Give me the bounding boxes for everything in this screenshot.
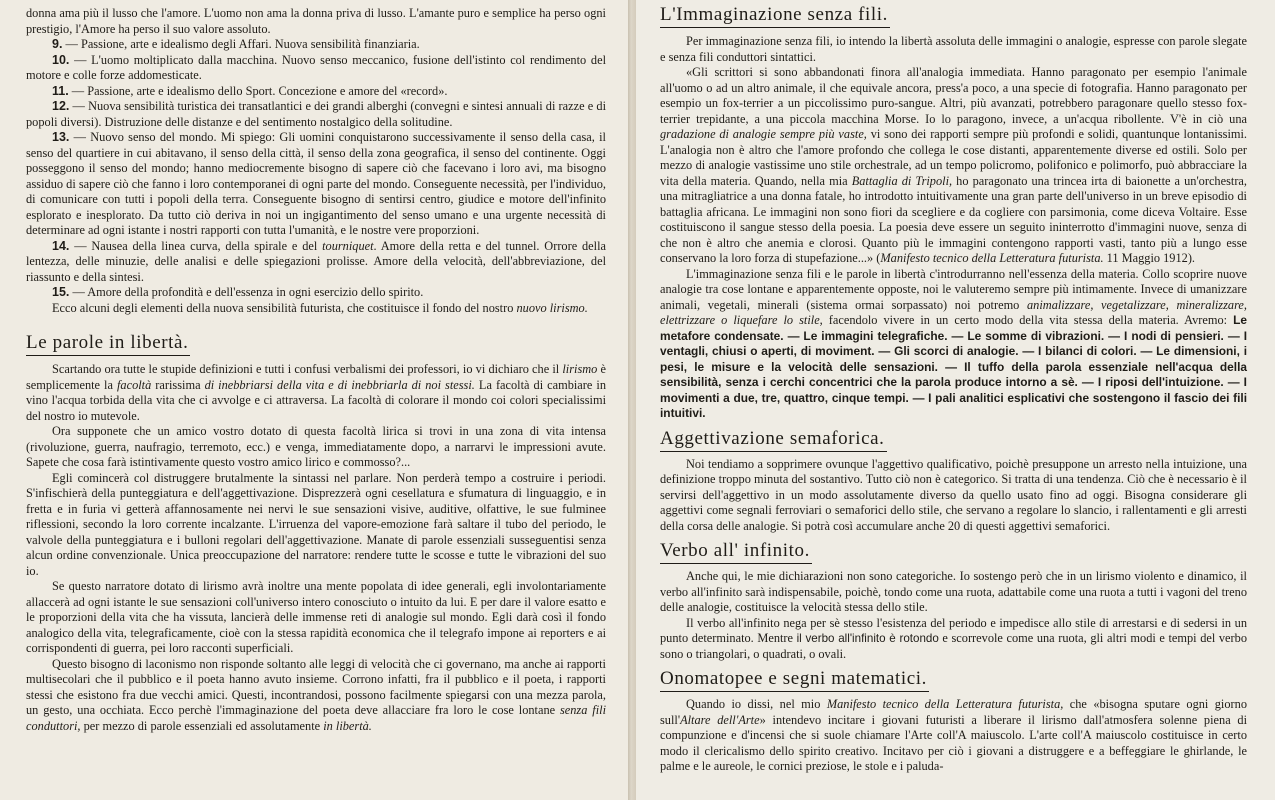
item-number: 9. (52, 37, 63, 51)
paragraph-3: Egli comincerà col distruggere brutalmente la sintassi nel parlare. Non perderà tempo a costruire i periodi. S'infischierà della punteggiatura e dell'aggettivazione. Disprezzerà ogni cesellatura e sfumatura di linguaggio, e in fretta e in furia vi getterà affannosamente nei nervi le sue sensazioni visive, auditive, olfattive, le sue fulminee riflessioni, secondo la loro corrente incalzante. L'irruenza del vapore-emozione farà saltare il tubo del periodo, le valvole della punteggiatura e i bulloni regolari dell'aggettivazione. Manate di parole essenziali susseguentisi senza alcun ordine convenzionale. Unica preoccupazione del narratore: rendere tutte le scosse e tutte le vibrazioni del suo io. (26, 470, 606, 578)
section-heading-immaginazione: L'Immaginazione senza fili. (660, 4, 890, 28)
text-run: 11 Maggio 1912). (1103, 251, 1196, 265)
text-italic: Altare dell'Arte (680, 712, 760, 727)
text-run: vi sono dei rapporti sempre più profondi e solidi, quantunque lontanissimi. L'analogia non è altro che l'amore profondo che collega le cose distanti, apparentemente diverse ed ostili. Solo per mezzo di analogie vastissime uno stile orchestrale, ad un tempo policromo, polifonico e polimorfo, può abbracciare la vita della materia. Quando, nella mia (660, 127, 1247, 188)
section-heading-wrap (660, 668, 1247, 692)
section-heading-wrap (660, 4, 1247, 28)
item-number: 10. (52, 52, 70, 67)
text-italic: facoltà (116, 377, 152, 392)
list-item-15 (26, 285, 606, 301)
book-gutter (628, 0, 636, 800)
text-run: rarissima (151, 377, 205, 392)
text-run: La facoltà di cambiare in vino l'acqua torbida della vita che ci avvolge e ci attraversa. La facoltà di colorare il mondo coi colori specialissimi del nostro io mutevole. (26, 377, 606, 423)
right-page (636, 0, 1275, 800)
list-item-9 (26, 37, 606, 53)
text-run: e scorrevole come una ruota, gli altri modi e tempi del verbo sono o triangolari, o quadrati, o ovali. (660, 631, 1247, 661)
item-number: 15. (52, 285, 70, 299)
list-item-12 (26, 99, 606, 130)
item-text: — Nuovo senso del mondo. Mi spiego: Gli uomini conquistarono successivamente il senso della casa, il senso del quartiere in cui abitavano, il senso della città, il senso della zona geografica, il senso del continente. Oggi posseggono il senso del mondo; hanno mediocremente bisogno di sapere ciò che facevano i loro avi, ma bisogno assiduo di sapere ciò che fanno i loro contemporanei di ogni parte del mondo. Conseguente necessità, per l'individuo, di comunicare con tutti i popoli della terra. Conseguente bisogno di sentirsi centro, giudice e motore dell'infinito esplorato e inesplorato. Da tutto ciò deriva in noi un ingigantimento del senso umano e una urgente necessità di determinare ad ogni istante i nostri rapporti con tutta l'umanità, e le nostre vere proporzioni. (26, 130, 606, 237)
text-run: che «bisogna sputare ogni giorno sull' (660, 697, 1247, 727)
text-italic: Manifesto tecnico della Letteratura futurista, (826, 697, 1064, 711)
text-italic: Manifesto tecnico della Letteratura futurista. (880, 251, 1104, 265)
text-run: «Gli scrittori si sono abbandonati finora all'analogia immediata. Hanno paragonato per esempio l'animale all'uomo o ad un altro animale, il che equivale ancora, press'a poco, a una specie di fotografia. Hanno paragonato per esempio un fox-terrier a un piccolissimo puro-sangue. Altri, più avanzati, potrebbero paragonare quello stesso fox-terrier trepidante, a una piccola macchina Morse. Io lo paragono, invece, a un'acqua ribollente. V'è in ciò una (660, 65, 1247, 126)
left-page (0, 0, 628, 800)
item-text: — Amore della profondità e dell'essenza in ogni esercizio dello spirito. (69, 285, 424, 299)
paragraph-r5: Anche qui, le mie dichiarazioni non sono categoriche. Io sostengo però che in un lirismo violento e dinamico, il verbo all'infinito sarà indispensabile, poichè, tondo come una ruota, adattabile come una ruota a tutti i vagoni del treno delle analogie, costituisce la velocità stessa dello stile. (660, 569, 1247, 614)
section-heading-wrap (660, 428, 1247, 452)
paragraph-4: Se questo narratore dotato di lirismo avrà inoltre una mente popolata di idee generali, egli involontariamente allaccerà ad ogni istante le sue sensazioni coll'universo intero conosciuto o intuito da lui. E per dare il valore esatto e le proporzioni della vita che ha vissuta, lancierà delle immense reti di analogie sul mondo. Egli darà così il fondo analogico della vita, telegraficamente, cioè con la stessa rapidità economica che il telegrafo impone ai reporters e ai corrispondenti di guerra, pei loro racconti superficiali. (26, 579, 606, 655)
text-run: facendolo vivere in un certo modo della vita stessa della materia. Avremo: (822, 313, 1234, 327)
section-heading-onomatopee: Onomatopee e segni matematici. (660, 668, 929, 692)
item-number: 12. (52, 99, 70, 113)
item-text: . Amore della retta e del tunnel. Orrore della lentezza, delle minuzie, delle analisi e delle spiegazioni prolisse. Amore della velocità, dell'abbreviazione, del riassunto e della sintesi. (26, 238, 606, 284)
text-italic: in libertà. (323, 718, 372, 733)
paragraph-intro: donna ama più il lusso che l'amore. L'uomo non ama la donna priva di lusso. L'amante puro e semplice ha perso ogni prestigio, l'Amore ha perso il suo valore assoluto. (26, 6, 606, 36)
section-heading-verbo: Verbo all' infinito. (660, 540, 812, 564)
paragraph-r4: Noi tendiamo a sopprimere ovunque l'aggettivo qualificativo, poichè presuppone un arresto nella intuizione, una definizione troppo minuta del sostantivo. Tutto ciò non è categorico. Si tratta di una tendenza. Ciò che è necessario è il servirsi dell'aggettivo in un modo assolutamente diverso da quello usato fino ad oggi. Bisogna considerare gli aggettivi come segnali ferroviari o semaforici dello stile, che servano a regolare lo slancio, i rallentamenti e gli arresti della corsa delle analogie. Si potrà così accumulare anche 20 di questi aggettivi semaforici. (660, 456, 1247, 533)
list-item-10 (26, 53, 606, 84)
item-number: 11. (52, 83, 69, 98)
paragraph-5 (26, 657, 606, 735)
paragraph-1 (26, 362, 606, 424)
paragraph-r3 (660, 267, 1247, 422)
text-italic: animalizzare, vegetalizzare, mineralizzare, elettrizzare o liquefare lo stile, (660, 297, 1247, 327)
section-heading-wrap (26, 332, 606, 356)
paragraph-r6 (660, 616, 1247, 663)
item-text: — Passione, arte e idealismo degli Affari. Nuova sensibilità finanziaria. (62, 37, 420, 51)
text-run: Ecco alcuni degli elementi della nuova sensibilità futurista, che costituisce il fondo del nostro (52, 300, 514, 315)
item-text: — Nuova sensibilità turistica dei transatlantici e dei grandi alberghi (convegni e sintesi annuali di razze e di popoli diversi). Distruzione delle distanze e del sentimento nostalgico della solitudine. (26, 99, 606, 129)
list-item-11 (26, 84, 606, 100)
list-item-13 (26, 130, 606, 239)
paragraph-r1: Per immaginazione senza fili, io intendo la libertà assoluta delle immagini o analogie, espresse con parole slegate e senza fili conduttori sintattici. (660, 34, 1247, 64)
text-run: Questo bisogno di laconismo non risponde soltanto alle leggi di velocità che ci governano, ma anche ai rapporti multisecolari che il pubblico e il poeta hanno avuto insieme. Corrono infatti, fra il pubblico e il poeta, i rapporti stessi che esistono fra due vecchi amici. Questi, incontrandosi, possono facilmente spiegarsi con una mezza parola, un gesto, una occhiata. Ecco perchè l'immaginazione del poeta deve allacciare fra loro le cose lontane (26, 656, 606, 717)
text-sans: il verbo all'infinito è rotondo (796, 632, 939, 645)
item-number: 14. (52, 238, 70, 253)
paragraph-r2 (660, 65, 1247, 267)
text-italic: lirismo (562, 362, 598, 376)
paragraph-ecco (26, 301, 606, 317)
text-italic: nuovo lirismo. (516, 300, 588, 315)
text-run: Quando io dissi, nel mio (686, 697, 827, 711)
text-sans-bold: Le metafore condensate. — Le immagini telegrafiche. — Le somme di vibrazioni. — I nodi di pensieri. — I ventagli, chiusi o aperti, di moviment. — Gli scorci di analogie. — I bilanci di colori. — Le dimensioni, i pesi, le misure e la velocità delle sensazioni. — Il tuffo della parola essenziale nell'acqua della sensibilità, senza i cerchi concentrici che la parola produce intorno a sè. — I riposi dell'intuizione. — I movimenti a due, tre, quattro, cinque tempi. — I pali analitici esplicativi che sostengono il fascio dei fili intuitivi. (660, 313, 1247, 420)
item-number: 13. (52, 130, 70, 144)
section-heading-wrap (660, 540, 1247, 564)
text-run: per mezzo di parole essenziali ed assolutamente (80, 718, 324, 733)
text-run: è semplicemente la (26, 362, 606, 392)
text-run: ho paragonato una trincea irta di baionette a un'orchestra, una mitragliatrice a una donna fatale, ho introdotto intuitivamente una gran parte dell'universo in un breve episodio di battaglia africana. Le immagini non sono fiori da scegliere e da cogliere con parsimonia, come diceva Voltaire. Esse costituiscono il sangue stesso della poesia. La poesia deve essere un seguito ininterrotto d'immagini nuove, senza di che non è altro che anemia e clorosi. Quanto più le immagini contengono rapporti vasti, tanto più a lungo esse conservano la loro forza di stupefazione...» ( (660, 173, 1247, 265)
text-run: Il verbo all'infinito nega per sè stesso l'esistenza del periodo e impedisce allo stile di arrestarsi e di sedersi in un punto determinato. Mentre (660, 615, 1247, 645)
text-italic: Battaglia di Tripoli, (851, 173, 953, 188)
section-heading-parole: Le parole in libertà. (26, 332, 190, 356)
paragraph-2: Ora supponete che un amico vostro dotato di questa facoltà lirica si trovi in una zona di vita intensa (rivoluzione, guerra, naufragio, terremoto, ecc.) e venga, immediatamente dopo, a narrarvi le impressioni avute. Sapete che cosa farà istintivamente questo vostro amico lirico e commosso?... (26, 424, 606, 469)
text-italic: di inebbriarsi della vita e di inebbriarla di noi stessi. (204, 377, 475, 392)
item-text-italic: tourniquet (322, 238, 374, 253)
text-run: L'immaginazione senza fili e le parole in libertà c'introdurranno nell'essenza della materia. Collo scoprire nuove analogie tra cose lontane e apparentemente opposte, noi le valuteremo sempre più intimamente. Invece di umanizzare animali, vegetali, minerali (sistema ormai sorpassato) noi potremo (660, 266, 1247, 312)
text-run: Scartando ora tutte le stupide definizioni e tutti i confusi verbalismi dei professori, io vi dichiaro che il (52, 362, 563, 376)
text-italic: senza fili conduttori, (26, 703, 606, 733)
text-run: » intendevo incitare i giovani futuristi a liberare il lirismo dall'atmosfera solenne piena di compunzione e d'incensi che si suole chiamare l'Arte coll'A maiuscolo. L'arte coll'A maiuscolo costituisce in certo modo il clericalismo dello spirito creativo. Incitavo per ciò i giovani a distruggere e a beffeggiare le ghirlande, le palme e le aureole, le cornici preziose, le stole e i paluda- (660, 712, 1248, 773)
item-text: — Nausea della linea curva, della spirale e del (69, 238, 323, 253)
paragraph-r7 (660, 697, 1247, 775)
item-text: — Passione, arte e idealismo dello Sport. Concezione e amore del «record». (68, 83, 448, 98)
item-text: — L'uomo moltiplicato dalla macchina. Nuovo senso meccanico, fusione dell'istinto col rendimento del motore e colle forze addomesticate. (26, 52, 606, 82)
section-heading-aggettivazione: Aggettivazione semaforica. (660, 428, 887, 452)
text-italic: gradazione di analogie sempre più vaste, (660, 127, 867, 141)
list-item-14 (26, 239, 606, 286)
